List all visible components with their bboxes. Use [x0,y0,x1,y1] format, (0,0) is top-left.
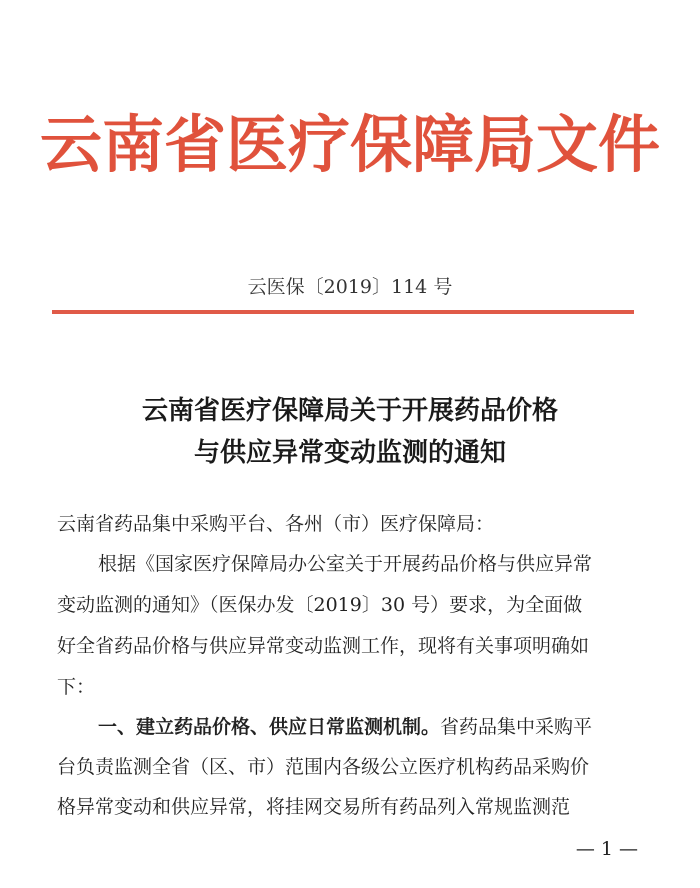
page-number: — 1 — [575,838,638,860]
red-divider-line [52,310,634,314]
section-1-line-2: 台负责监测全省（区、市）范围内各级公立医疗机构药品采购价 [57,756,590,778]
paragraph-1-line-1: 根据《国家医疗保障局办公室关于开展药品价格与供应异常 [98,553,593,575]
notice-title-line-2: 与供应异常变动监测的通知 [193,438,506,468]
addressee: 云南省药品集中采购平台、各州（市）医疗保障局： [57,513,495,535]
document-number: 云医保〔2019〕114 号 [247,276,453,298]
section-1-line-3: 格异常变动和供应异常，将挂网交易所有药品列入常规监测范 [57,796,571,818]
notice-title-line-1: 云南省医疗保障局关于开展药品价格 [141,396,558,426]
paragraph-1-line-2: 变动监测的通知》（医保办发〔2019〕30 号）要求，为全面做 [57,594,583,616]
issuing-authority-title: 云南省医疗保障局文件 [39,108,660,181]
paragraph-1-line-3: 好全省药品价格与供应异常变动监测工作，现将有关事项明确如 [57,635,590,657]
section-1-line-1-text: 省药品集中采购平 [440,716,593,738]
paragraph-1-line-4: 下： [57,676,96,698]
section-1-line-1 [98,712,592,739]
section-1-heading: 一、建立药品价格、供应日常监测机制。 [98,716,441,738]
